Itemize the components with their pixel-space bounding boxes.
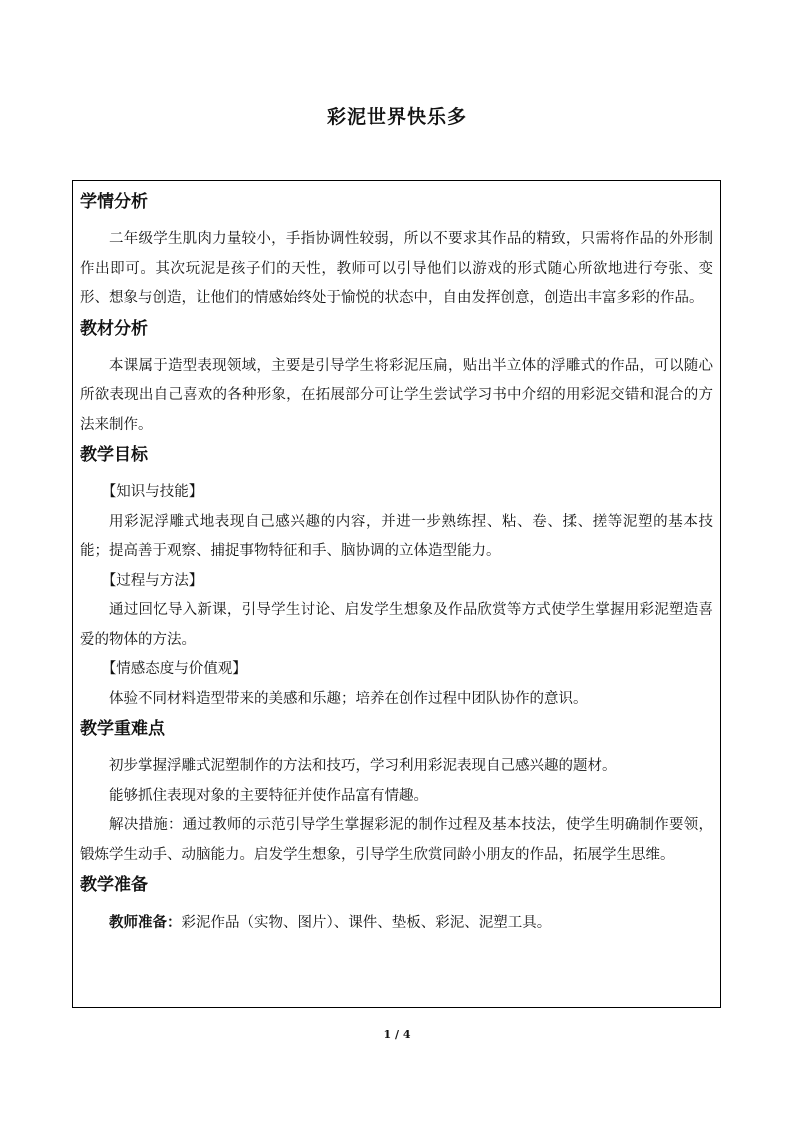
page-number: 1 / 4 xyxy=(383,1028,411,1041)
paragraph: 本课属于造型表现领域，主要是引导学生将彩泥压扁，贴出半立体的浮雕式的作品，可以随心所欲表现出自己喜欢的各种形象，在拓展部分可让学生尝试学习书中介绍的用彩泥交错和混合的方法来制作。 xyxy=(80,357,713,433)
goal-label-attitude-values: 【情感态度与价值观】 xyxy=(101,661,247,677)
section-key-difficult-points xyxy=(80,714,713,870)
document-title: 彩泥世界快乐多 xyxy=(326,106,467,128)
section-student-analysis xyxy=(80,187,713,314)
paragraph: 解决措施：通过教师的示范引导学生掌握彩泥的制作过程及基本技法，使学生明确制作要领，锻炼学生动手、动脑能力。启发学生想象，引导学生欣赏同龄小朋友的作品，拓展学生思维。 xyxy=(80,817,713,863)
preparation-label: 教师准备： xyxy=(109,914,182,931)
goal-label-process-methods: 【过程与方法】 xyxy=(101,572,204,589)
paragraph: 能够抓住表现对象的主要特征并使作品富有情趣。 xyxy=(109,787,428,804)
paragraph: 初步掌握浮雕式泥塑制作的方法和技巧，学习利用彩泥表现自己感兴趣的题材。 xyxy=(109,758,617,774)
lesson-plan-table xyxy=(72,180,721,1008)
preparation-paragraph xyxy=(80,908,713,939)
paragraph: 二年级学生肌肉力量较小，手指协调性较弱，所以不要求其作品的精致，只需将作品的外形制作出即可。其次玩泥是孩子们的天性，教师可以引导他们以游戏的形式随心所欲地进行夸张、变形、想象与创造，让他们的情感始终处于愉悦的状态中，自由发挥创意，创造出丰富多彩的作品。 xyxy=(80,231,713,306)
section-heading: 教材分析 xyxy=(80,318,148,339)
section-teaching-preparation xyxy=(80,870,713,939)
goal-text-process-methods: 通过回忆导入新课，引导学生讨论、启发学生想象及作品欣赏等方式使学生掌握用彩泥塑造喜爱的物体的方法。 xyxy=(80,602,713,648)
section-heading: 教学准备 xyxy=(80,875,148,895)
section-heading: 教学目标 xyxy=(80,445,148,465)
section-teaching-goals xyxy=(80,440,713,714)
goal-text-knowledge-skills: 用彩泥浮雕式地表现自己感兴趣的内容，并进一步熟练捏、粘、卷、揉、搓等泥塑的基本技能；提高善于观察、捕捉事物特征和手、脑协调的立体造型能力。 xyxy=(80,513,713,559)
section-heading: 学情分析 xyxy=(80,192,148,212)
section-textbook-analysis xyxy=(80,314,713,441)
preparation-text: 彩泥作品（实物、图片）、课件、垫板、彩泥、泥塑工具。 xyxy=(181,915,552,931)
goal-label-knowledge-skills: 【知识与技能】 xyxy=(101,484,204,500)
goal-text-attitude-values: 体验不同材料造型带来的美感和乐趣；培养在创作过程中团队协作的意识。 xyxy=(109,690,588,707)
section-heading: 教学重难点 xyxy=(80,719,165,739)
